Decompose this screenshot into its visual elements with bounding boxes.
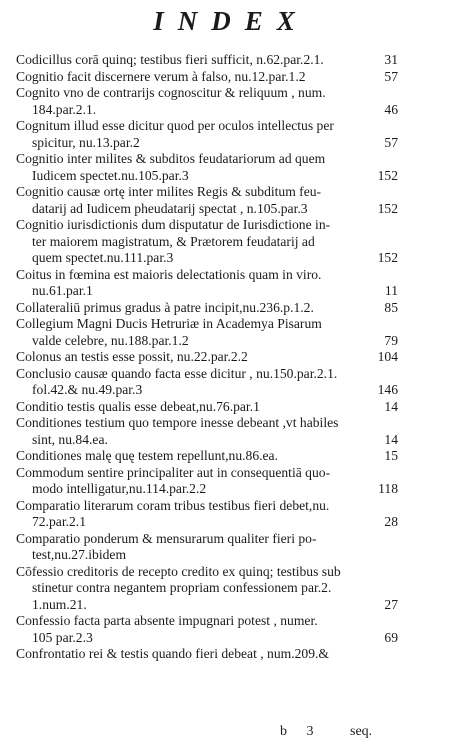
index-entry bbox=[16, 52, 398, 69]
index-entry bbox=[16, 85, 398, 118]
entry-text-line: Cognitio causæ ortę inter milites Regis & subditum feu- bbox=[16, 184, 322, 199]
entry-text-line: Colonus an testis esse possit, nu.22.par.2.2 bbox=[16, 349, 248, 364]
entry-page-number: 28 bbox=[384, 514, 398, 529]
index-entry bbox=[16, 398, 398, 416]
index-entry bbox=[16, 415, 398, 448]
entry-text-line: Iudicem spectet.nu.105.par.3 bbox=[32, 167, 189, 183]
index-entry bbox=[16, 646, 372, 663]
entry-text-line: Comparatio literarum coram tribus testibus fieri debet,nu. bbox=[16, 497, 330, 513]
index-entry bbox=[16, 448, 398, 465]
entry-page-number: 14 bbox=[384, 431, 398, 447]
index-entry bbox=[16, 299, 398, 317]
entry-page-number: 11 bbox=[384, 283, 398, 298]
index-entry bbox=[16, 497, 398, 531]
entry-text-line: quem spectet.nu.111.par.3 bbox=[32, 250, 174, 265]
entry-page-number: 27 bbox=[384, 596, 398, 612]
signature-mark: b 3 bbox=[280, 724, 322, 739]
index-entry bbox=[16, 184, 398, 217]
entry-text-line: Confrontatio rei & testis quando fieri debeat , num.209.& bbox=[16, 646, 329, 661]
entry-text-line: 105 par.2.3 bbox=[32, 629, 93, 645]
entry-page-number: 14 bbox=[384, 398, 398, 414]
entry-page-number: 152 bbox=[377, 167, 398, 183]
entry-page-number: 152 bbox=[377, 200, 398, 216]
index-entries-list bbox=[16, 52, 398, 663]
entry-page-number: 79 bbox=[384, 332, 398, 348]
entry-text-line: Cognito vno de contrarijs cognoscitur & reliquum , num. bbox=[16, 85, 326, 100]
entry-page-number: 118 bbox=[378, 481, 398, 496]
entry-text-line: Coitus in fœmina est maioris delectationis quam in viro. bbox=[16, 266, 322, 282]
entry-text-line: valde celebre, nu.188.par.1.2 bbox=[32, 332, 189, 348]
index-entry bbox=[16, 613, 398, 646]
entry-text-line: fol.42.& nu.49.par.3 bbox=[32, 382, 143, 397]
entry-page-number: 57 bbox=[384, 68, 398, 84]
entry-text-line: Conditio testis qualis esse debeat,nu.76.par.1 bbox=[16, 398, 260, 414]
entry-text-line: test,nu.27.ibidem bbox=[32, 547, 127, 562]
entry-text-line: Conclusio causæ quando facta esse dicitur , nu.150.par.2.1. bbox=[16, 365, 338, 381]
entry-text-line: Collateraliū primus gradus à patre incipit,nu.236.p.1.2. bbox=[16, 299, 314, 315]
entry-page-number: 69 bbox=[384, 629, 398, 645]
index-entry bbox=[16, 531, 372, 564]
entry-page-number: 46 bbox=[384, 101, 398, 117]
entry-text-line: Cognitio facit discernere verum à falso, nu.12.par.1.2 bbox=[16, 68, 306, 84]
entry-page-number: 104 bbox=[377, 349, 398, 364]
entry-text-line: spicitur, nu.13.par.2 bbox=[32, 134, 140, 150]
index-entry bbox=[16, 217, 398, 267]
index-entry bbox=[16, 349, 398, 366]
entry-text-line: Codicillus corā quinq; testibus fieri sufficit, n.62.par.2.1. bbox=[16, 52, 324, 67]
page-header-title: INDEX bbox=[153, 6, 309, 36]
entry-text-line: stinetur contra negantem propriam confessionem par.2. bbox=[32, 580, 332, 595]
entry-text-line: datarij ad Iudicem pheudatarij spectat , n.105.par.3 bbox=[32, 200, 308, 216]
entry-page-number: 31 bbox=[384, 52, 398, 67]
entry-text-line: Cognitum illud esse dicitur quod per oculos intellectus per bbox=[16, 118, 334, 133]
entry-text-line: Conditiones testium quo tempore inesse debeant ,vt habiles bbox=[16, 415, 339, 430]
index-entry bbox=[16, 316, 398, 349]
entry-text-line: modo intelligatur,nu.114.par.2.2 bbox=[32, 481, 207, 496]
index-entry bbox=[16, 464, 398, 498]
entry-text-line: Collegium Magni Ducis Hetruriæ in Academya Pisarum bbox=[16, 316, 322, 331]
catchword: seq. bbox=[350, 724, 373, 739]
entry-text-line: Confessio facta parta absente impugnari potest , numer. bbox=[16, 613, 318, 628]
entry-page-number: 15 bbox=[384, 448, 398, 463]
entry-text-line: Comparatio ponderum & mensurarum qualiter fieri po- bbox=[16, 530, 317, 546]
entry-page-number: 85 bbox=[384, 299, 398, 315]
entry-text-line: Cognitio inter milites & subditos feudatariorum ad quem bbox=[16, 151, 326, 166]
index-entry bbox=[16, 365, 398, 399]
index-entry bbox=[16, 151, 398, 184]
index-entry bbox=[16, 68, 398, 86]
page-footer bbox=[0, 724, 462, 744]
entry-text-line: 1.num.21. bbox=[32, 596, 87, 612]
entry-page-number: 152 bbox=[377, 250, 398, 265]
entry-text-line: ter maiorem magistratum, & Prætorem feudatarij ad bbox=[32, 233, 315, 249]
index-entry bbox=[16, 563, 398, 614]
entry-page-number: 57 bbox=[384, 134, 398, 150]
index-entry bbox=[16, 266, 398, 300]
entry-text-line: Cognitio iurisdictionis dum disputatur de Iurisdictione in- bbox=[16, 217, 331, 232]
entry-page-number: 146 bbox=[377, 382, 398, 397]
entry-text-line: Commodum sentire principaliter aut in consequentiā quo- bbox=[16, 464, 331, 480]
entry-text-line: nu.61.par.1 bbox=[32, 283, 93, 298]
entry-text-line: Cōfessio creditoris de recepto credito ex quinq; testibus sub bbox=[16, 563, 341, 579]
entry-text-line: 184.par.2.1. bbox=[32, 101, 97, 117]
entry-text-line: 72.par.2.1 bbox=[32, 514, 86, 529]
entry-text-line: sint, nu.84.ea. bbox=[32, 431, 108, 447]
entry-text-line: Conditiones malę quę testem repellunt,nu.86.ea. bbox=[16, 448, 278, 463]
index-entry bbox=[16, 118, 398, 151]
